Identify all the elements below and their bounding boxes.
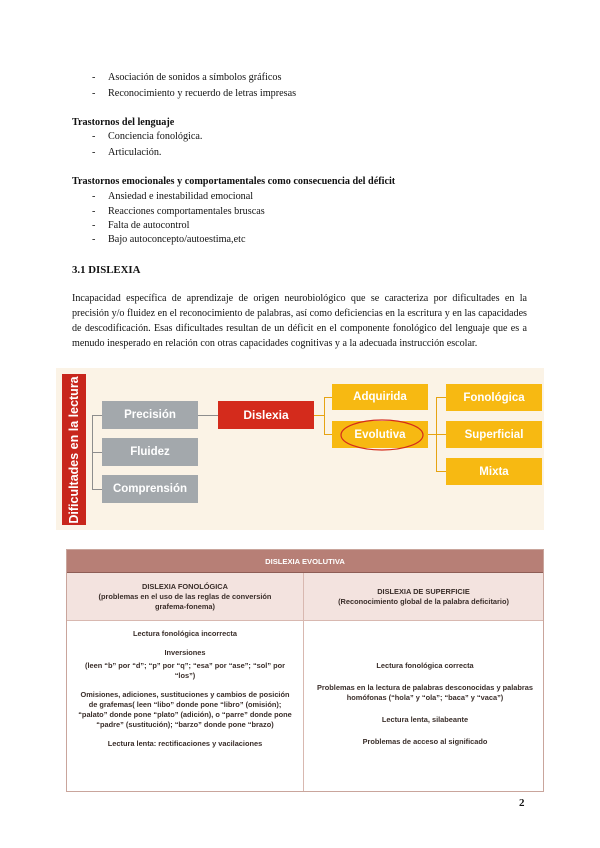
list-item: - Reacciones comportamentales bruscas [92,206,265,217]
list-item-text: Bajo autoconcepto/autoestima,etc [108,234,246,245]
box-superficial: Superficial [446,421,542,448]
divider [303,573,304,791]
connector-line [314,415,324,416]
list-item: - Reconocimiento y recuerdo de letras impresas [92,88,297,99]
list-item: - Ansiedad e inestabilidad emocional [92,191,254,202]
box-fluidez: Fluidez [102,438,198,466]
cell-superficie [315,621,535,831]
list-item: - Asociación de sonidos a símbolos gráficos [92,72,282,83]
list-item-text: Conciencia fonológica. [108,131,203,142]
header-superficie [304,573,543,620]
box-precision: Precisión [102,401,198,429]
dislexia-evolutiva-table [66,549,544,792]
heading-trastornos-lenguaje: Trastornos del lenguaje [72,117,175,128]
highlight-ellipse [338,418,426,452]
list-item: - Articulación. [92,147,162,158]
side-label: Dificultades en la lectura [67,375,81,524]
connector-line [324,434,332,435]
table-title: DISLEXIA EVOLUTIVA [67,550,543,573]
table-item: Inversiones [164,648,206,657]
box-dislexia: Dislexia [218,401,314,429]
connector-line [436,434,446,435]
list-item-text: Articulación. [108,147,162,158]
table-item: Problemas de acceso al significado [362,737,488,746]
table-item: Lectura fonológica correcta [376,661,474,670]
header-line: DISLEXIA FONOLÓGICA [142,581,228,591]
dyslexia-diagram [56,368,544,530]
box-adquirida: Adquirida [332,384,428,410]
list-item-text: Reacciones comportamentales bruscas [108,206,265,217]
table-item: Lectura lenta, silabeante [381,715,469,724]
header-line: grafema-fonema) [155,601,215,611]
table-item: Problemas en la lectura de palabras desconocidas y palabras homófonas (“hola” y “ola”; “baca” y “vaca”) [316,683,534,702]
header-line: DISLEXIA DE SUPERFICIE [377,586,470,596]
connector-line [436,397,446,398]
box-mixta: Mixta [446,458,542,485]
table-item: Omisiones, adiciones, sustituciones y cambios de posición de grafemas( leen “libo” donde pone “libro” (omisión); “palato” donde pone “plato” (adición), o “parre” donde pone “padre” (sustitución); “barzo” donde pone “brazo) [78,690,292,729]
table-item: (leen “b” por “d”; “p” por “q”; “esa” por “ase”; “sol” por “los”) [85,661,285,680]
list-item: - Bajo autoconcepto/autoestima,etc [92,234,246,245]
section-title: 3.1 DISLEXIA [72,264,141,276]
list-item-text: Reconocimiento y recuerdo de letras impresas [108,88,297,99]
cell-fonologica [77,621,293,799]
list-item: - Conciencia fonológica. [92,131,203,142]
page-number: 2 [519,797,525,809]
list-item: - Falta de autocontrol [92,220,190,231]
side-label-bar [62,374,86,525]
heading-trastornos-emocionales: Trastornos emocionales y comportamentales como consecuencia del déficit [72,176,396,187]
connector-line [436,471,446,472]
header-line: (Reconocimiento global de la palabra deficitario) [338,596,509,606]
box-evolutiva: Evolutiva [332,421,428,448]
connector-line [324,397,332,398]
list-item-text: Ansiedad e inestabilidad emocional [108,191,254,202]
box-fonologica: Fonológica [446,384,542,411]
connector-line [92,489,102,490]
connector-line [92,415,102,416]
header-fonologica [67,573,303,620]
definition-paragraph: Incapacidad específica de aprendizaje de origen neurobiológico que se caracteriza por dificultades en la precisión y/o fluidez en el reconocimiento de palabras, así como deficiencias en la escritura y en las capacidades de descodificación. Esas dificultades resultan de un déficit en el componente fonológico del lenguaje que es a menudo inesperado en relación con otras capacidades cognitivas y a la adecuada instrucción escolar. [72,293,527,349]
list-item-text: Asociación de sonidos a símbolos gráficos [108,72,282,83]
box-comprension: Comprensión [102,475,198,503]
connector-line [428,434,436,435]
connector-line [324,397,325,435]
table-item: Lectura lenta: rectificaciones y vacilaciones [107,739,263,748]
header-line: (problemas en el uso de las reglas de conversión [98,591,272,601]
table-item: Lectura fonológica incorrecta [133,629,237,638]
connector-line [92,452,102,453]
connector-line [198,415,218,416]
list-item-text: Falta de autocontrol [108,220,190,231]
